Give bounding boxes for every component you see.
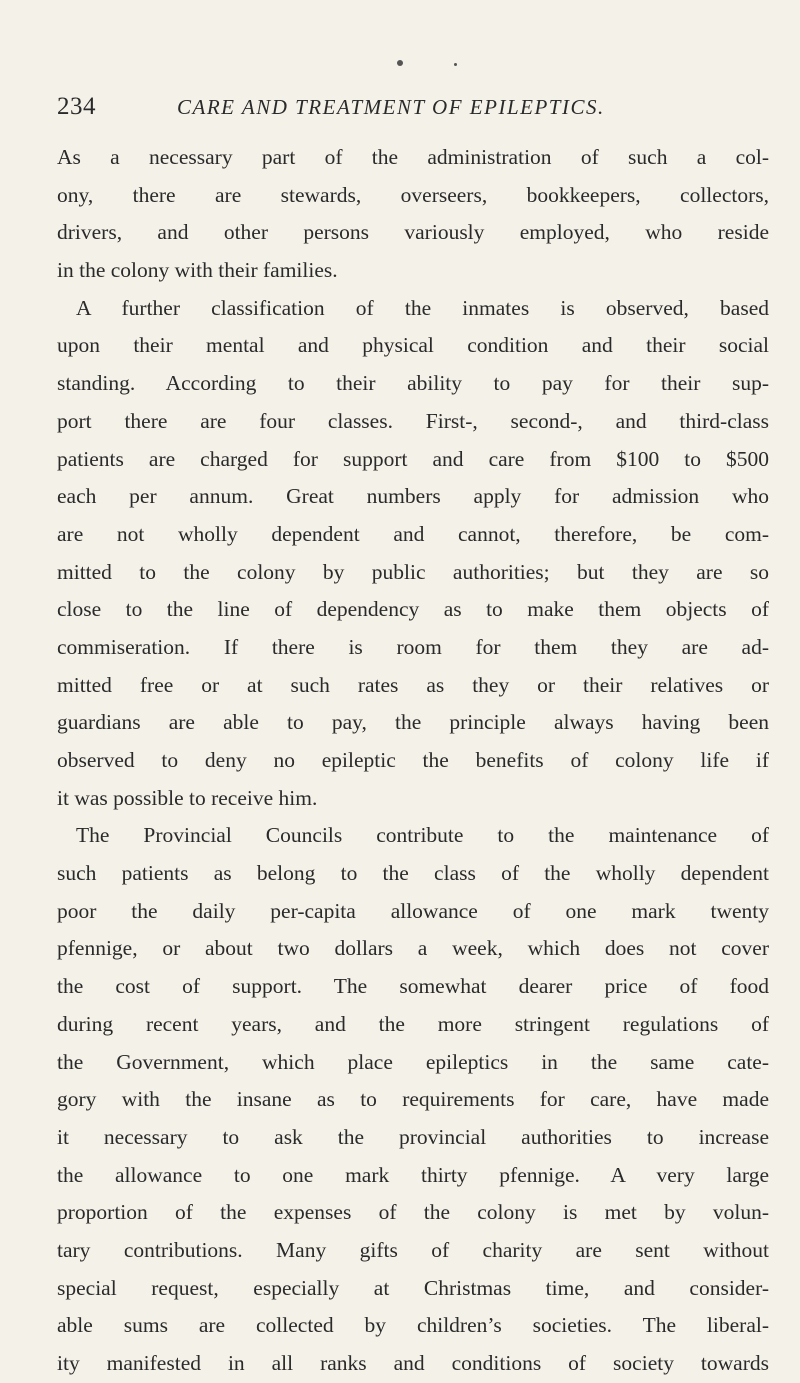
text-line: commiseration. If there is room for them they are ad-: [57, 634, 769, 659]
print-speck: [397, 60, 403, 66]
text-line: close to the line of dependency as to make them objects of: [57, 597, 769, 622]
text-line: standing. According to their ability to pay for their sup-: [57, 371, 769, 396]
text-line: poor the daily per-capita allowance of one mark twenty: [57, 898, 769, 923]
text-line: are not wholly dependent and cannot, therefore, be com-: [57, 521, 769, 546]
text-line: mitted free or at such rates as they or their relatives or: [57, 672, 769, 697]
text-line: port there are four classes. First-, second-, and third-class: [57, 408, 769, 433]
text-line: A further classification of the inmates is observed, based: [76, 295, 769, 320]
text-line: As a necessary part of the administration of such a col-: [57, 145, 769, 169]
text-line: gory with the insane as to requirements for care, have made: [57, 1087, 769, 1112]
text-line: the cost of support. The somewhat dearer price of food: [57, 974, 769, 999]
running-head: CARE AND TREATMENT OF EPILEPTICS.: [177, 95, 605, 119]
text-line: able sums are collected by children’s societies. The liberal-: [57, 1313, 769, 1338]
page-header: [57, 92, 757, 126]
page-number: 234: [57, 93, 96, 120]
text-line: upon their mental and physical condition and their social: [57, 333, 769, 358]
text-line: observed to deny no epileptic the benefits of colony life if: [57, 748, 769, 772]
text-line: tary contributions. Many gifts of charity are sent without: [57, 1237, 769, 1262]
text-line: it necessary to ask the provincial authorities to increase: [57, 1124, 769, 1149]
text-line: patients are charged for support and care from $100 to $500: [57, 446, 769, 471]
text-line: the allowance to one mark thirty pfennige. A very large: [57, 1162, 769, 1187]
text-line: drivers, and other persons variously employed, who reside: [57, 220, 769, 245]
text-line: mitted to the colony by public authorities; but they are so: [57, 559, 769, 584]
print-speck: [454, 63, 457, 66]
text-line: ity manifested in all ranks and conditions of society towards: [57, 1351, 769, 1375]
text-line: special request, especially at Christmas time, and consider-: [57, 1275, 769, 1300]
text-line: pfennige, or about two dollars a week, which does not cover: [57, 936, 769, 961]
text-line: the Government, which place epileptics in the same cate-: [57, 1049, 769, 1074]
text-line: it was possible to receive him.: [57, 785, 318, 810]
text-line: The Provincial Councils contribute to the maintenance of: [76, 823, 769, 848]
text-line: proportion of the expenses of the colony is met by volun-: [57, 1200, 769, 1225]
text-line: in the colony with their families.: [57, 258, 338, 283]
body-text: [57, 139, 769, 1383]
text-line: such patients as belong to the class of the wholly dependent: [57, 861, 769, 886]
text-line: ony, there are stewards, overseers, bookkeepers, collectors,: [57, 182, 769, 207]
text-line: during recent years, and the more stringent regulations of: [57, 1011, 769, 1036]
text-line: guardians are able to pay, the principle always having been: [57, 710, 769, 735]
text-line: each per annum. Great numbers apply for admission who: [57, 484, 769, 509]
